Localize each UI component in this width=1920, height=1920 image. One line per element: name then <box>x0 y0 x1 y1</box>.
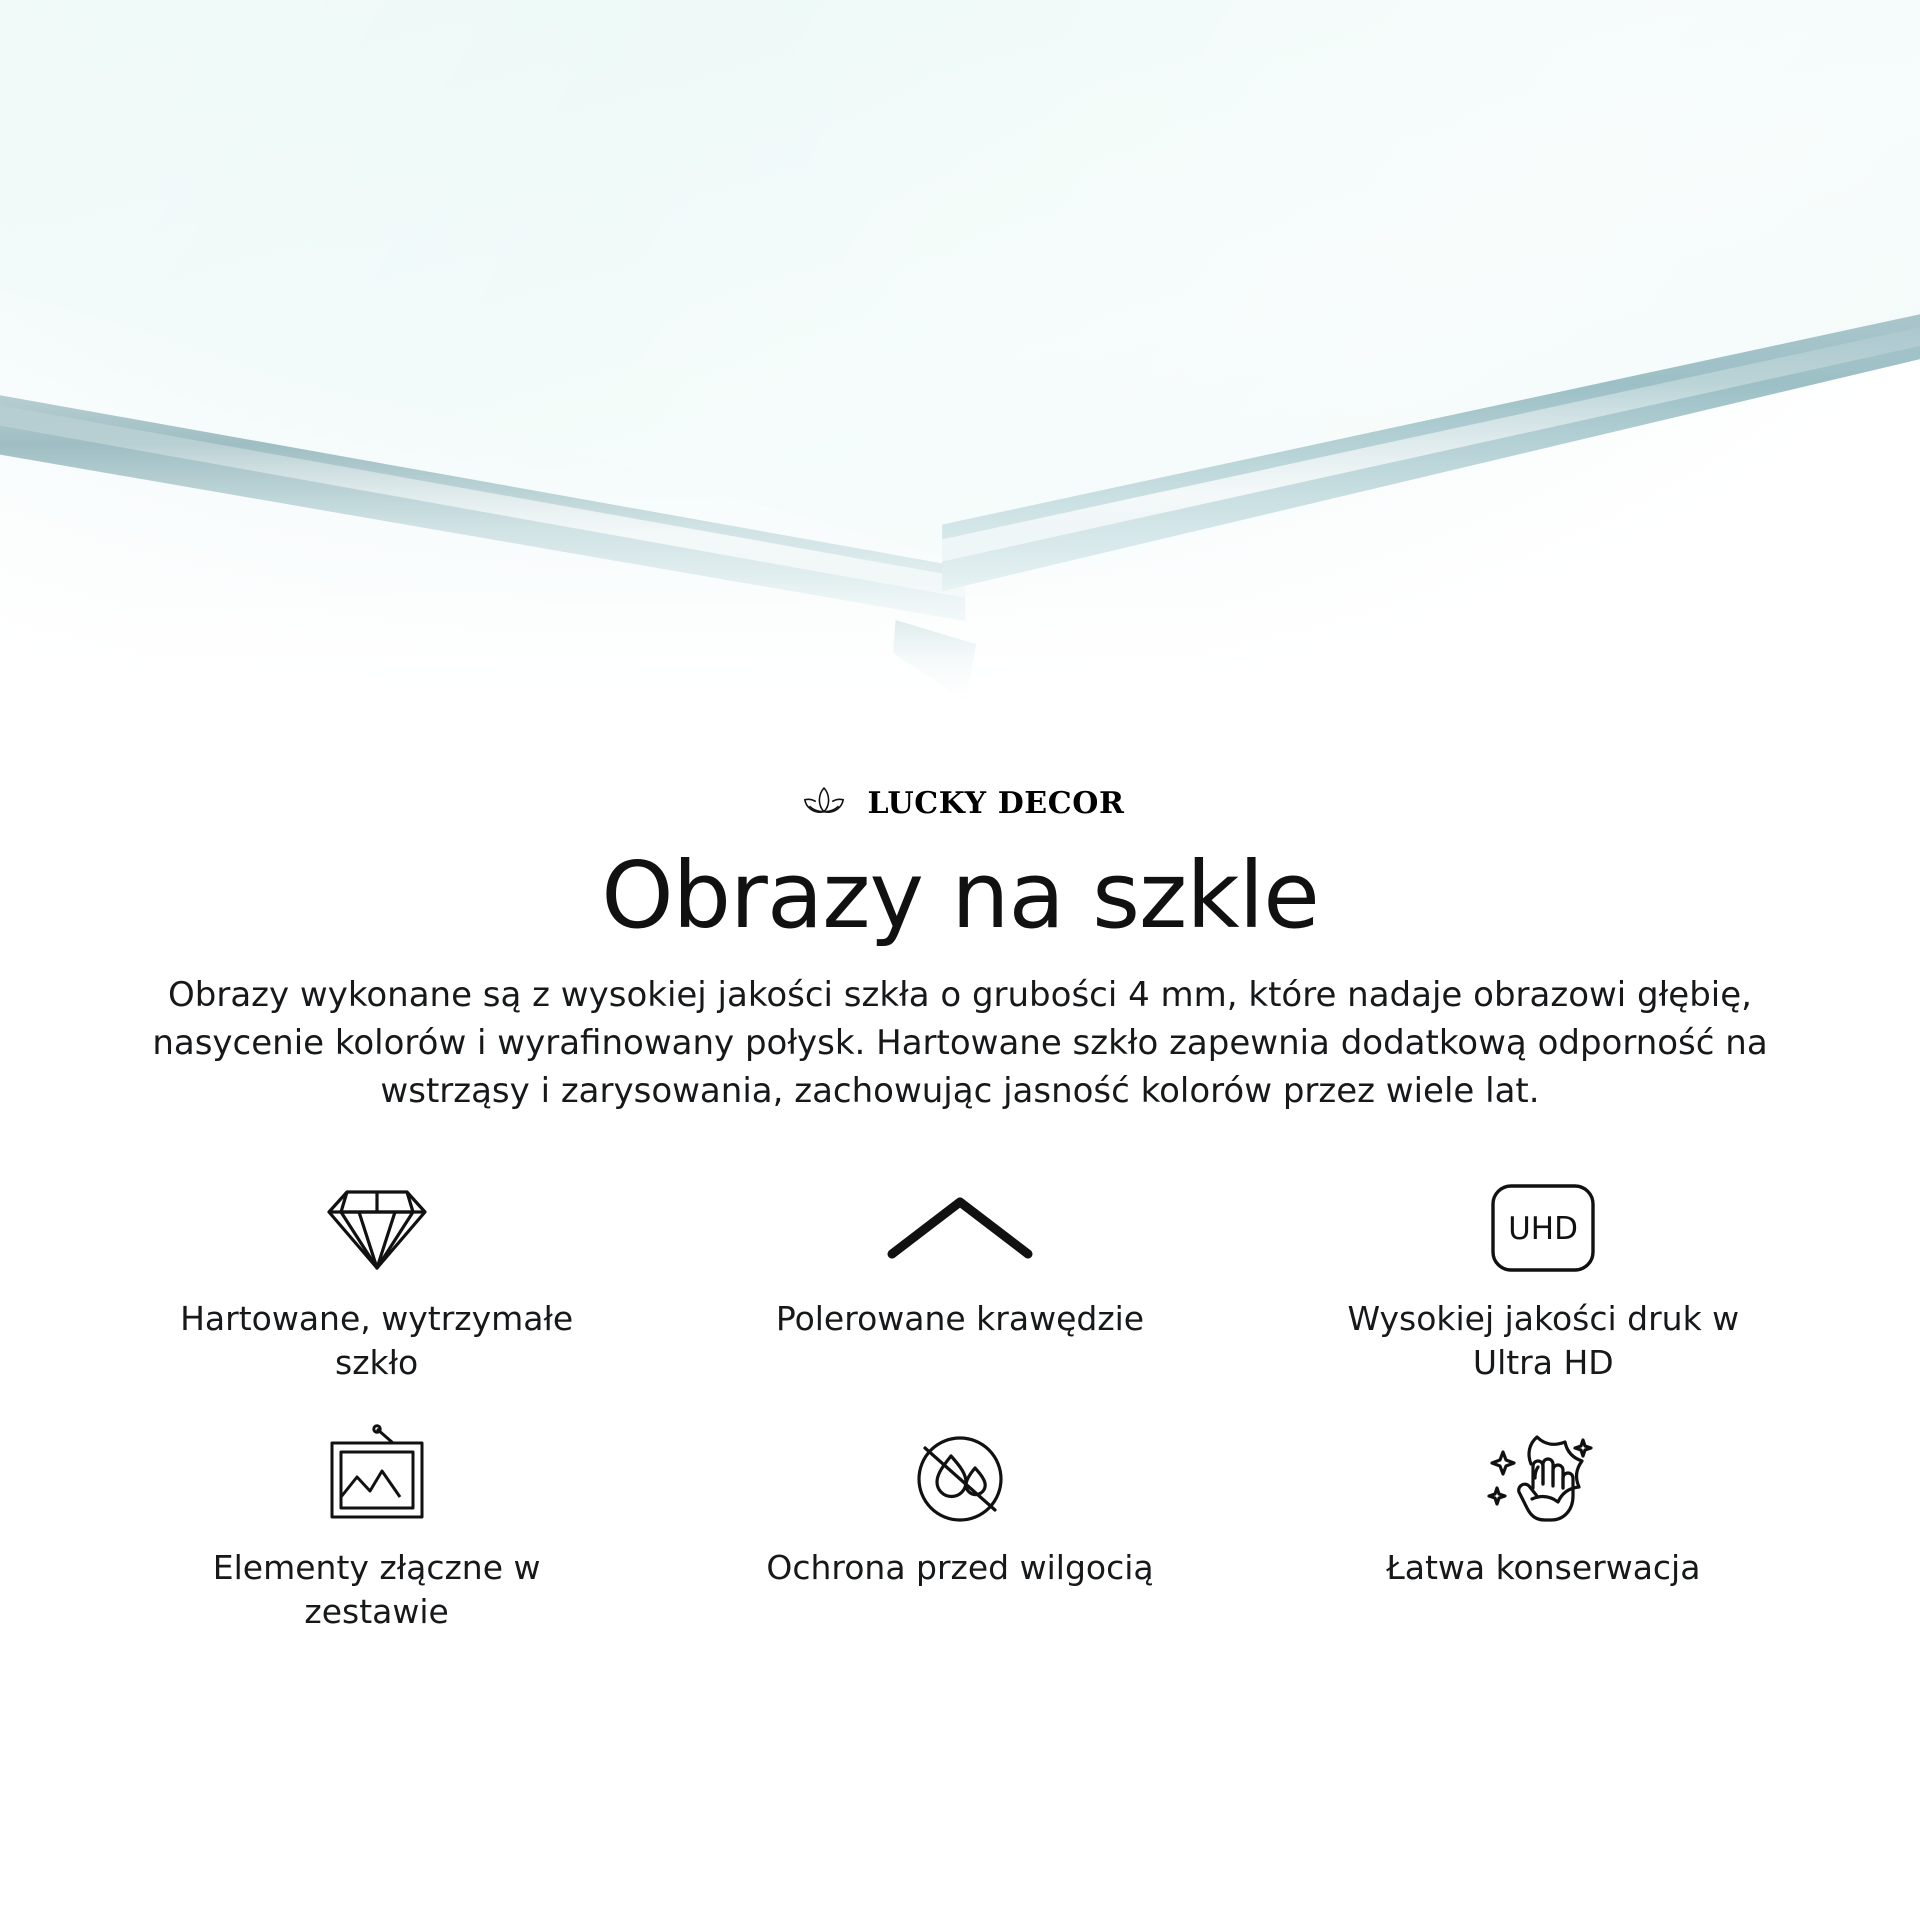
feature-label: Ochrona przed wilgocią <box>766 1548 1154 1588</box>
svg-text:UHD: UHD <box>1508 1211 1579 1248</box>
feature-item <box>1257 1169 1830 1384</box>
feature-label: Hartowane, wytrzymałe szkło <box>180 1299 574 1382</box>
diamond-icon <box>321 1169 433 1287</box>
brand-lockup <box>90 780 1830 826</box>
feature-label: Polerowane krawędzie <box>775 1299 1145 1339</box>
description-text: Obrazy wykonane są z wysokiej jakości szkła o grubości 4 mm, które nadaje obrazowi głębię, nasycenie kolorów i wyrafinowany połysk. Hartowane szkło zapewnia dodatkową odporność na wstrząsy i zarysowania, zachowując jasność kolorów przez wiele lat. <box>152 974 1768 1112</box>
feature-item <box>90 1169 663 1384</box>
feature-label: Łatwa konserwacja <box>1386 1548 1701 1588</box>
feature-label: Wysokiej jakości druk w Ultra HD <box>1347 1299 1740 1382</box>
page-title: Obrazy na szkle <box>601 842 1319 949</box>
hero-bottom-fade <box>0 580 1920 760</box>
hero-image <box>0 0 1920 760</box>
chevron-up-icon <box>880 1169 1040 1287</box>
cleaning-hand-sparkle-icon <box>1473 1418 1613 1536</box>
feature-label: Elementy złączne w zestawie <box>212 1548 541 1632</box>
uhd-badge-icon <box>1484 1169 1602 1287</box>
feature-item <box>673 1169 1246 1384</box>
lotus-flower-icon <box>795 780 853 826</box>
framed-picture-icon <box>314 1418 440 1536</box>
feature-item <box>673 1418 1246 1633</box>
content-section <box>0 780 1920 1634</box>
feature-item <box>90 1418 663 1633</box>
no-water-drop-icon <box>901 1418 1019 1536</box>
feature-item <box>1257 1418 1830 1633</box>
brand-name: LUCKY DECOR <box>867 785 1125 821</box>
features-grid <box>90 1169 1830 1633</box>
